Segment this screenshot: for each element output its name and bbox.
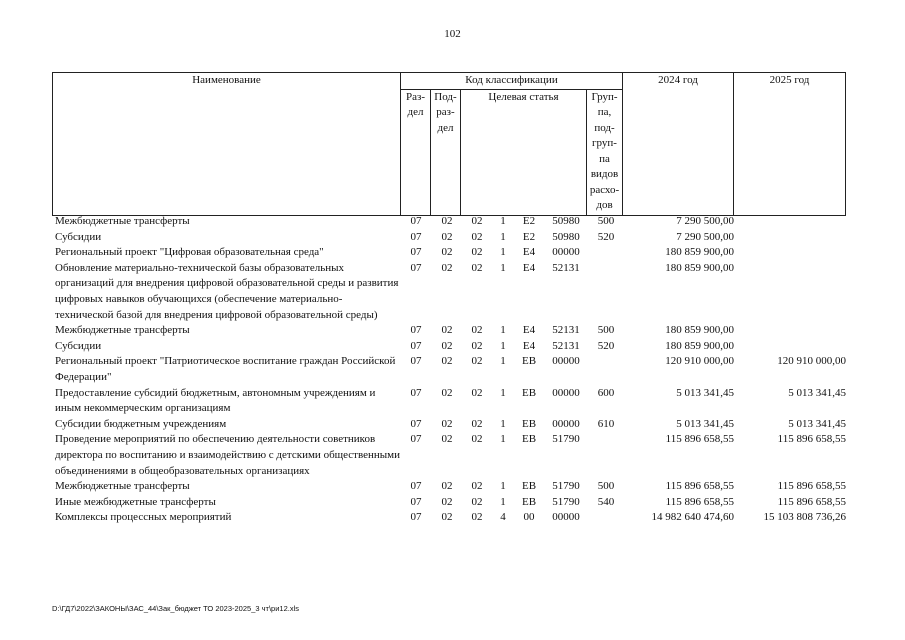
cell-pr: 02: [441, 324, 453, 337]
header-year-2025: 2025 год: [734, 73, 846, 216]
table-row: [52, 510, 847, 526]
cell-y2: 15 103 808 736,26: [763, 511, 846, 524]
header-group: Груп- па, под- груп- па видов расхо- дов: [587, 89, 623, 215]
cell-vr: 540: [597, 495, 615, 508]
cell-y1: 115 896 658,55: [665, 480, 734, 493]
cell-vr: 600: [597, 386, 615, 399]
cell-y1: 14 982 640 474,60: [651, 511, 734, 524]
cell-rz: 07: [410, 215, 422, 227]
cell-pr: 02: [441, 511, 453, 524]
cell-name: Региональный проект "Цифровая образовательная среда": [55, 246, 324, 259]
cell-vr: [588, 261, 624, 323]
cell-c2: 4: [500, 511, 506, 524]
cell-y1: 180 859 900,00: [665, 261, 734, 274]
table-row: [52, 339, 847, 355]
cell-c2: 1: [500, 324, 506, 337]
header-podrazdel: Под- раз- дел: [431, 89, 461, 215]
cell-y2: 5 013 341,45: [788, 386, 846, 399]
cell-pr: 02: [441, 480, 453, 493]
cell-name: Комплексы процессных мероприятий: [55, 511, 232, 524]
cell-pr: 02: [441, 417, 453, 430]
cell-y2: 120 910 000,00: [777, 355, 846, 368]
cell-c4: 52131: [552, 324, 580, 337]
cell-y2: 115 896 658,55: [777, 433, 846, 446]
cell-c4: 50980: [552, 215, 580, 227]
cell-y2: [735, 245, 847, 261]
cell-pr: 02: [441, 246, 453, 259]
cell-y2: 115 896 658,55: [777, 495, 846, 508]
cell-y1: 180 859 900,00: [665, 246, 734, 259]
cell-vr: 500: [597, 324, 615, 337]
cell-vr: 520: [597, 230, 615, 243]
cell-c2: 1: [500, 246, 506, 259]
cell-y1: 5 013 341,45: [676, 386, 734, 399]
cell-y2: [735, 339, 847, 355]
table-row: [52, 214, 847, 230]
table-row: [52, 417, 847, 433]
cell-rz: 07: [410, 230, 422, 243]
cell-pr: 02: [441, 215, 453, 227]
cell-c2: 1: [500, 230, 506, 243]
cell-vr: 520: [597, 339, 615, 352]
cell-name: Межбюджетные трансферты: [55, 215, 190, 227]
cell-c1: 02: [471, 215, 483, 227]
table-row: [52, 230, 847, 246]
header-name: Наименование: [53, 73, 401, 216]
cell-c2: 1: [500, 261, 506, 274]
cell-c4: 50980: [552, 230, 580, 243]
cell-c3: EB: [521, 433, 537, 446]
cell-name: Межбюджетные трансферты: [55, 480, 190, 493]
header-razdel: Раз- дел: [401, 89, 431, 215]
table-row: [52, 261, 847, 323]
cell-vr: 500: [597, 480, 615, 493]
cell-c3: E4: [522, 324, 536, 337]
cell-c3: EB: [521, 355, 537, 368]
cell-name: Межбюджетные трансферты: [55, 324, 190, 337]
cell-name: Региональный проект "Патриотическое воспитание граждан Российской Федерации": [55, 355, 396, 383]
cell-c2: 1: [500, 495, 506, 508]
cell-pr: 02: [441, 339, 453, 352]
cell-c1: 02: [471, 230, 483, 243]
cell-c3: E4: [522, 261, 536, 274]
cell-c1: 02: [471, 246, 483, 259]
cell-name: Обновление материально-технической базы образовательных организаций для внедрения цифровой образовательной среды и развития цифровых навыков обучающихся (обеспечение материально-технической базой для внедрения цифровой образовательной среды): [55, 261, 399, 321]
cell-c2: 1: [500, 386, 506, 399]
cell-y2: [735, 214, 847, 230]
cell-c3: EB: [521, 495, 537, 508]
cell-vr: 500: [597, 215, 615, 227]
cell-name: Проведение мероприятий по обеспечению деятельности советников директора по воспитанию и взаимодействию с детскими общественными объединениями в общеобразовательных организациях: [55, 433, 401, 477]
cell-c1: 02: [471, 386, 483, 399]
cell-c4: 00000: [552, 355, 580, 368]
cell-c2: 1: [500, 480, 506, 493]
cell-y2: 115 896 658,55: [777, 480, 846, 493]
cell-rz: 07: [410, 355, 422, 368]
cell-c4: 00000: [552, 511, 580, 524]
cell-y2: [735, 323, 847, 339]
cell-y1: 7 290 500,00: [676, 230, 734, 243]
cell-name: Субсидии: [55, 339, 102, 352]
cell-c1: 02: [471, 355, 483, 368]
cell-pr: 02: [441, 433, 453, 446]
page-number: 102: [444, 28, 461, 40]
file-path: D:\ГД7\2022\ЗАКОНЫ\ЗАС_44\Зак_бюджет ТО 2023-2025_3 чт\ри12.xls: [52, 604, 299, 613]
cell-y2: [735, 261, 847, 323]
cell-c4: 00000: [552, 386, 580, 399]
cell-c1: 02: [471, 511, 483, 524]
cell-c2: 1: [500, 339, 506, 352]
cell-y1: 180 859 900,00: [665, 324, 734, 337]
cell-c3: EB: [521, 480, 537, 493]
cell-rz: 07: [410, 417, 422, 430]
cell-c2: 1: [500, 215, 506, 227]
cell-rz: 07: [410, 386, 422, 399]
cell-c3: 00: [523, 511, 535, 524]
cell-vr: 610: [597, 417, 615, 430]
cell-c3: EB: [521, 386, 537, 399]
header-code: Код классификации: [401, 73, 623, 90]
cell-c3: EB: [521, 417, 537, 430]
cell-rz: 07: [410, 339, 422, 352]
cell-vr: [588, 432, 624, 479]
cell-c4: 51790: [552, 433, 580, 446]
cell-pr: 02: [441, 261, 453, 274]
cell-y1: 120 910 000,00: [665, 355, 734, 368]
header-year-2024: 2024 год: [623, 73, 734, 216]
cell-y1: 115 896 658,55: [665, 433, 734, 446]
cell-c1: 02: [471, 433, 483, 446]
cell-c3: E4: [522, 246, 536, 259]
cell-c2: 1: [500, 417, 506, 430]
cell-pr: 02: [441, 495, 453, 508]
table-row: [52, 386, 847, 417]
cell-vr: [588, 245, 624, 261]
cell-name: Субсидии: [55, 230, 102, 243]
table-row: [52, 479, 847, 495]
cell-pr: 02: [441, 386, 453, 399]
cell-vr: [588, 354, 624, 385]
cell-y1: 7 290 500,00: [676, 215, 734, 227]
cell-c3: E2: [522, 230, 536, 243]
cell-c2: 1: [500, 433, 506, 446]
cell-y2: 5 013 341,45: [788, 417, 846, 430]
budget-table: [52, 214, 847, 526]
cell-c4: 51790: [552, 480, 580, 493]
cell-c1: 02: [471, 417, 483, 430]
cell-c3: E4: [522, 339, 536, 352]
cell-rz: 07: [410, 246, 422, 259]
cell-y1: 180 859 900,00: [665, 339, 734, 352]
cell-c4: 00000: [552, 417, 580, 430]
table-row: [52, 432, 847, 479]
table-header: [52, 72, 846, 216]
cell-c4: 52131: [552, 339, 580, 352]
cell-y2: [735, 230, 847, 246]
header-target: Целевая статья: [461, 89, 587, 215]
cell-c4: 52131: [552, 261, 580, 274]
table-row: [52, 245, 847, 261]
cell-rz: 07: [410, 480, 422, 493]
cell-name: Иные межбюджетные трансферты: [55, 495, 216, 508]
cell-rz: 07: [410, 261, 422, 274]
table-row: [52, 354, 847, 385]
cell-rz: 07: [410, 324, 422, 337]
table-row: [52, 323, 847, 339]
cell-pr: 02: [441, 230, 453, 243]
cell-c1: 02: [471, 324, 483, 337]
cell-y1: 5 013 341,45: [676, 417, 734, 430]
cell-rz: 07: [410, 495, 422, 508]
table-row: [52, 495, 847, 511]
cell-rz: 07: [410, 511, 422, 524]
cell-name: Субсидии бюджетным учреждениям: [55, 417, 227, 430]
cell-c2: 1: [500, 355, 506, 368]
cell-name: Предоставление субсидий бюджетным, автономным учреждениям и иным некоммерческим организациям: [55, 386, 376, 415]
cell-vr: [588, 510, 624, 526]
cell-rz: 07: [410, 433, 422, 446]
cell-c4: 00000: [552, 246, 580, 259]
cell-c1: 02: [471, 480, 483, 493]
cell-c4: 51790: [552, 495, 580, 508]
cell-pr: 02: [441, 355, 453, 368]
cell-c1: 02: [471, 495, 483, 508]
cell-c1: 02: [471, 339, 483, 352]
cell-y1: 115 896 658,55: [665, 495, 734, 508]
cell-c1: 02: [471, 261, 483, 274]
cell-c3: E2: [522, 215, 536, 227]
